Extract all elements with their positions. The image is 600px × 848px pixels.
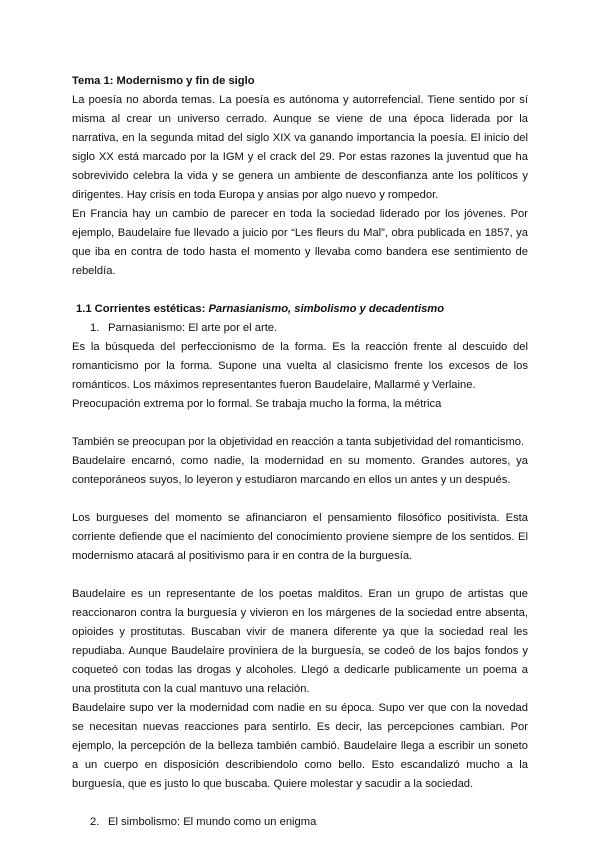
objetividad-paragraph-2: Baudelaire encarnó, como nadie, la modernidad en su momento. Grandes autores, ya conteporáneos suyos, lo leyeron y estudiaron marcando en ellos un antes y un después. xyxy=(72,455,528,486)
spacer xyxy=(72,414,528,433)
objetividad-paragraph-1: También se preocupan por la objetividad en reacción a tanta subjetividad del romanticismo. xyxy=(72,436,525,448)
baudelaire-paragraph-2: Baudelaire supo ver la modernidad com nadie en su época. Supo ver que con la novedad se necesitan nuevas reacciones para sentirlo. Es decir, las percepciones cambian. Por ejemplo, la percepción de la belleza también cambió. Baudelaire llega a escribir un soneto a un cuerpo en disposición describiendolo como bello. Esto escandalizó mucho a la burguesía, que es justo lo que buscaba. Quiere molestar y sacudir a la sociedad. xyxy=(72,702,528,790)
list-item-2 xyxy=(72,813,528,832)
parnasianismo-paragraph-2: Preocupación extrema por lo formal. Se trabaja mucho la forma, la métrica xyxy=(72,398,442,410)
list-item-text: Parnasianismo: El arte por el arte. xyxy=(108,322,278,334)
intro-paragraph-2: En Francia hay un cambio de parecer en toda la sociedad liderado por los jóvenes. Por ejemplo, Baudelaire fue llevado a juicio por “Les fleurs du Mal”, obra publicada en 1857, ya que iba en contra de todo hasta el momento y llevaba como bandera ese sentimiento de rebeldía. xyxy=(72,208,528,277)
spacer xyxy=(72,490,528,509)
burgueses-paragraph: Los burgueses del momento se afinanciaron el pensamiento filosófico positivista. Esta corriente defiende que el nacimiento del conocimiento proviene siempre de los sentidos. El modernismo atacará al positivismo para ir en contra de la burguesía. xyxy=(72,512,528,562)
section-label: 1.1 Corrientes estéticas: xyxy=(76,303,209,315)
parnasianismo-paragraph-1: Es la búsqueda del perfeccionismo de la forma. Es la reacción frente al descuido del romanticismo por la forma. Supone una vuelta al clasicismo frente los excesos de los románticos. Los máximos representantes fueron Baudelaire, Mallarmé y Verlaine. xyxy=(72,341,528,391)
baudelaire-paragraph-1: Baudelaire es un representante de los poetas malditos. Eran un grupo de artistas que reaccionaron contra la burguesía y vivieron en los márgenes de la sociedad entre absenta, opioides y prostitutas. Buscaban vivir de manera diferente ya que la sociedad real les repudiaba. Aunque Baudelaire proviniera de la burguesía, se codeó de los bajos fondos y coqueteó con todas las drogas y alcoholes. Llegó a dedicarle publicamente un poema a una prostituta con la cual mantuvo una relación. xyxy=(72,588,528,695)
list-item-text: El simbolismo: El mundo como un enigma xyxy=(108,816,317,828)
document-body xyxy=(72,72,528,832)
section-heading-1-1 xyxy=(72,300,528,319)
list-number: 1. xyxy=(90,322,100,334)
page-title: Tema 1: Modernismo y fin de siglo xyxy=(72,75,255,87)
spacer xyxy=(72,566,528,585)
spacer xyxy=(72,794,528,813)
list-item-1 xyxy=(72,319,528,338)
list-number: 2. xyxy=(90,816,100,828)
spacer xyxy=(72,281,528,300)
intro-paragraph-1: La poesía no aborda temas. La poesía es autónoma y autorrefencial. Tiene sentido por sí misma al crear un universo cerrado. Aunque se viene de una época liderada por la narrativa, en la segunda mitad del siglo XIX va ganando importancia la poesía. El inicio del siglo XX está marcado por la IGM y el crack del 29. Por estas razones la juventud que ha sobrevivido celebra la vida y se genera un ambiente de desconfianza ante los políticos y dirigentes. Hay crisis en toda Europa y ansias por algo nuevo y rompedor. xyxy=(72,94,528,201)
section-label-italic: Parnasianismo, simbolismo y decadentismo xyxy=(208,303,445,315)
